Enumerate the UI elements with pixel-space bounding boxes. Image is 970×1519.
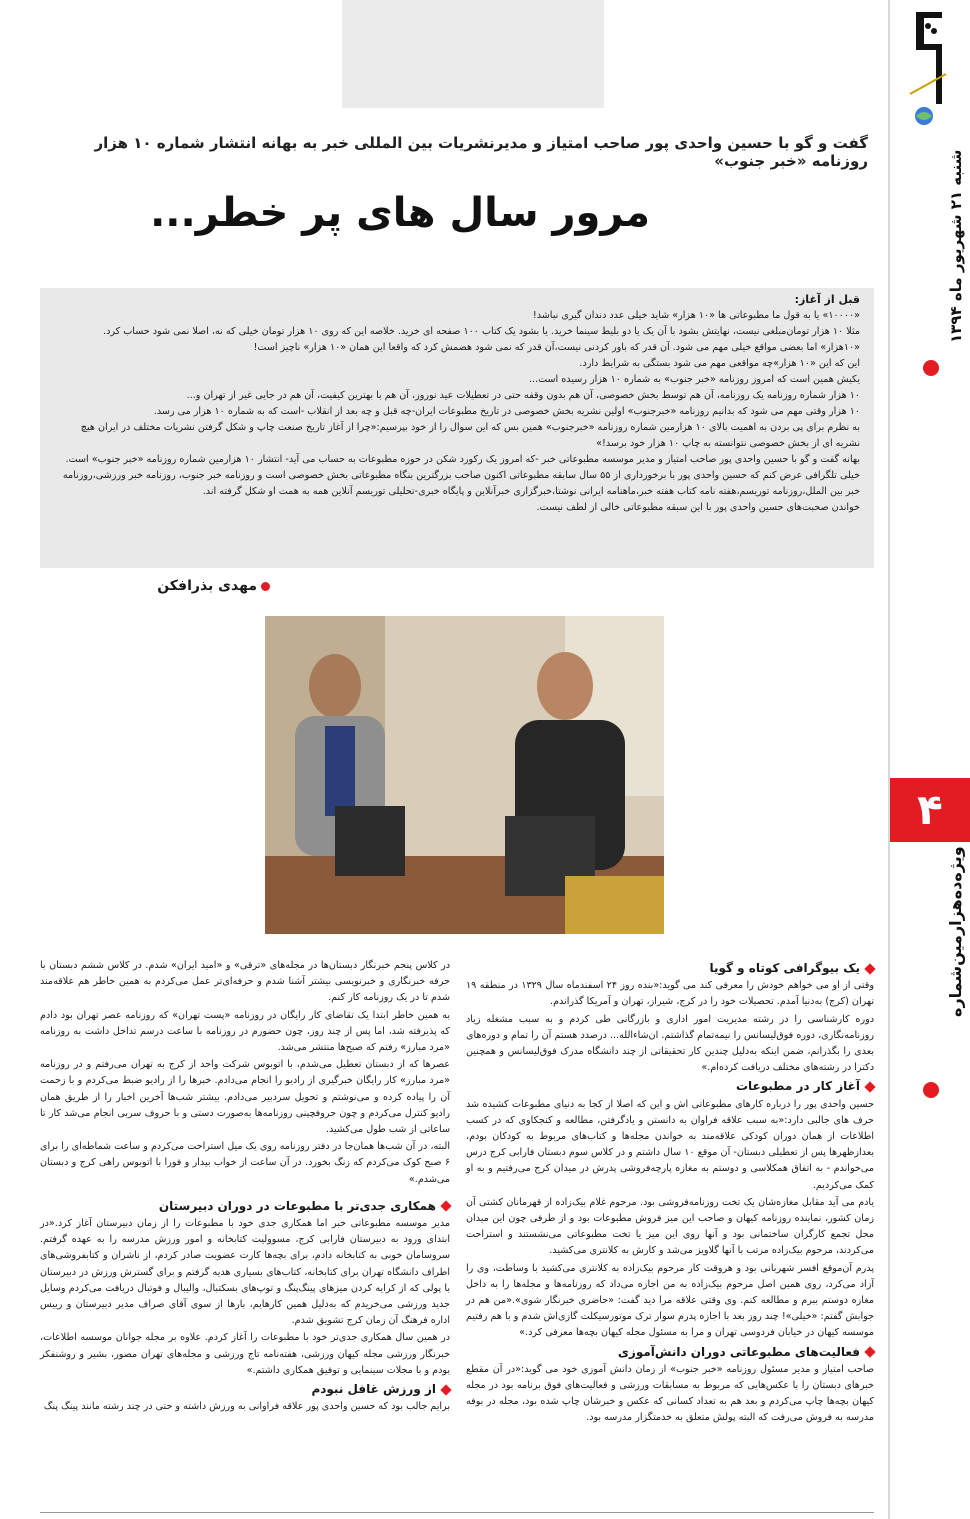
intro-line: ۱۰ هزار شماره روزنامه یک روزنامه، آن هم توسط بخش خصوصی، آن هم بدون وقفه حتی در تعطیلات عید نوروز، آن هم با بهترین کیفیت، آن هم در جایی غیر از تهران و... xyxy=(186,390,860,401)
author-name: مهدی بذرافکن xyxy=(157,578,257,594)
paragraph: به همین خاطر ابتدا یک تقاضای کار رایگان در روزنامه «پست تهران» که روزنامه عصر تهران بود دادم که پذیرفته شد، اما پس از چند روز، چون حضورم در روزنامه با ساعت درسم تداخل داشت به روزنامه «مرد مبارز» رفتم که صبح‌ها منتشر می‌شد. xyxy=(40,1009,450,1054)
intro-box xyxy=(40,288,874,568)
paragraph: البته، در آن شب‌ها همان‌جا در دفتر روزنامه روی یک میل استراحت می‌کردم و ساعت شماطه‌ای را برای ۶ صبح کوک می‌کردم که زنگ بخورد. در آن ساعت از خواب بیدار و فورا با اتوبوس راهی کرج و دبستان می‌شدم.» xyxy=(40,1141,450,1185)
intro-line: به نظرم برای پی بردن به اهمیت بالای ۱۰ هزارمین شماره روزنامه «خبرجنوب» همین بس که این سوال را از خود بپرسیم:«چرا از آغاز تاریخ صنعت چاپ و شکل گرفتن نشریات مختلف در ایران هیچ نشریه ای از بخش خصوصی نتوانسته به چاپ ۱۰ هزار خود برسد!» xyxy=(80,422,860,449)
paragraph: مدیر موسسه مطبوعاتی خبر اما همکاری جدی خود با مطبوعات را از زمان دبیرستان آغاز کرد.«در ابتدای ورود به دبیرستان فارابی کرج، مسوولیت کتابخانه و امور ورزش مدرسه را به عهده گرفتم. سروسامان خوبی به کتابخانه دادم، برای بچه‌ها کارت عضویت صادر کردم، از ناشران و کتابفروشی‌های اطراف دانشگاه تهران برای کتابخانه، کتاب‌های بسیاری هدیه گرفتم و برای گسترش ورزش در دبیرستان با پولی که از کرایه کردن میزهای پینگ‌پنگ و توپ‌های بسکتبال، والیبال و فوتبال دریافت می‌کردم وسایل جدید ورزشی می‌خریدم که به‌دلیل همین کارهایم، بارها از سوی آقای صراف مدیر دبیرستان و رییس اداره فرهنگ آن زمان کرج تشویق شدم. xyxy=(40,1218,450,1327)
intro-line: بهانه گفت و گو با حسین واحدی پور صاحب امتیاز و مدیر موسسه مطبوعاتی خبر -که امروز یک رکورد شکن در حوزه مطبوعات به حساب می آید- انتشار ۱۰ هزارمین شماره روزنامه «خبر جنوب» است. xyxy=(65,454,860,465)
section-heading-text: فعالیت‌های مطبوعاتی دوران دانش‌آموزی xyxy=(617,1344,860,1359)
section-heading-text: یک بیوگرافی کوتاه و گویا xyxy=(709,961,860,975)
paragraph: برایم جالب بود که حسین واحدی پور علاقه فراوانی به ورزش داشته و حتی در چند رشته مانند پینگ پنگ xyxy=(43,1401,450,1413)
intro-line: «۱۰۰۰۰» یا به قول ما مطبوعاتی ها «۱۰ هزار» شاید خیلی عدد دندان گیری نباشد! xyxy=(532,310,860,321)
issue-date-block xyxy=(905,150,965,370)
author-byline xyxy=(60,578,270,594)
intro-content xyxy=(56,292,860,516)
special-dot xyxy=(923,1082,939,1098)
byline-dot xyxy=(261,582,270,591)
heading-bullet-icon xyxy=(440,1384,451,1395)
paragraph: صاحب امتیاز و مدیر مسئول روزنامه «خبر جنوب» از زمان دانش آموزی خود می گوید:«در آن مقطع خبرهای دبستان را با عکس‌هایی که مربوط به مسابقات ورزشی و فعالیت‌های فوق برنامه بود در مجله کیهان بچه‌ها چاپ می‌کردم و بعد هم به تعداد کسانی که عکس و خبرشان چاپ شده بود، مجله در بوفه مدرسه به فروش می‌رفت که البته پولش متعلق به خدمتگزار مدرسه بود. xyxy=(466,1363,874,1424)
page-number: ۴ xyxy=(917,785,943,834)
issue-date: شنبه ۲۱ شهریور ماه ۱۳۹۴ xyxy=(947,150,965,344)
bottom-rule xyxy=(40,1512,874,1513)
article-supertitle: گفت و گو با حسین واحدی پور صاحب امتیاز و مدیرنشریات بین المللی خبر به بهانه انتشار شماره ۱۰ هزار روزنامه «خبر جنوب» xyxy=(94,134,868,170)
intro-line: مثلا ۱۰ هزار تومان‌مبلغی نیست، نهایتش بشود با آن یک یا دو بلیط سینما خرید. یا بشود یک کتاب ۱۰۰ صفحه ای خرید. خلاصه این که روی ۱۰ هزار تومان خیلی که نه، اصلا نمی شود حساب کرد. xyxy=(103,326,860,337)
section-heading xyxy=(466,960,874,976)
intro-line: این که این «۱۰ هزار»چه مواقعی مهم می شود بستگی به شرایط دارد. xyxy=(579,358,860,369)
section-heading-text: همکاری جدی‌تر با مطبوعات در دوران دبیرستان xyxy=(158,1198,436,1213)
ad-placeholder xyxy=(342,0,604,108)
masthead-divider xyxy=(888,0,890,1519)
paragraph: دوره کارشناسی را در رشته مدیریت امور اداری و بازرگانی طی کردم و به سبب مشغله زیاد روزنامه‌نگاری، دوره فوق‌لیسانس را نیمه‌تمام گذاشتم. ان‌شاءالله... درصدد هستم آن را تمام و دوره‌های بعدی را بگذرانم، ضمن اینکه به‌دلیل چندین کار تحقیقاتی از چند دانشگاه مدرک فوق‌لیسانس و همچنین دکترا در رشته‌های مختلف دریافت کرده‌ام.» xyxy=(466,1013,874,1074)
special-issue-label: ویژه‌ده‌هزارمین‌شماره xyxy=(946,846,965,1017)
page-number-box xyxy=(890,778,970,842)
section-heading xyxy=(40,1381,450,1397)
paragraph: یادم می آید مقابل مغازه‌شان یک تخت روزنامه‌فروشی بود. مرحوم غلام بیک‌زاده از قهرمانان کشتی آن زمان کشور، نماینده روزنامه کیهان و صاحب این میز فروش مطبوعات بود و از طرفی چون این میدان محل تجمع کارگران ساختمانی بود و آنها روی این میز یا تخت مطبوعاتی می‌نشستند و استراحت می‌کردند، مرحوم بیک‌زاده مرتب با آنها گلاویز می‌شد و کارش به کلانتری می‌کشید. xyxy=(466,1196,874,1257)
section-heading-text: آغاز کار در مطبوعات xyxy=(735,1079,860,1094)
article-column-left xyxy=(40,958,450,1416)
intro-line: خواندن صحبت‌های حسین واحدی پور با این سبقه مطبوعاتی خالی از لطف نیست. xyxy=(536,502,860,513)
paragraph: وقتی از او می خواهم خودش را معرفی کند می گوید:«بنده روز ۲۴ اسفندماه سال ۱۳۲۹ در منطقه ۱۹ تهران (کرج) به‌دنیا آمدم. تحصیلات خود را در کرج، شیراز، تهران و آمریکا گذراندم. xyxy=(466,980,874,1008)
article-column-right xyxy=(466,958,874,1428)
heading-bullet-icon xyxy=(440,1201,451,1212)
section-heading xyxy=(466,1078,874,1094)
article-title: مرور سال های پر خطر... xyxy=(150,190,650,236)
interview-photo xyxy=(265,616,664,934)
intro-line: خیلی تلگرافی عرض کنم که حسین واحدی پور با برخورداری از ۵۵ سال سابقه مطبوعاتی اکنون صاحب بزرگترین بنگاه مطبوعاتی بخش خصوصی است و روزنامه خبر جنوب، روزنامه خبر ورزشی،روزنامه خبر بین الملل،روزنامه توریسم،هفته نامه کتاب هفته خبر،ماهنامه ایرانی نوشتا،خبرگزاری خبرآنلاین و پایگاه خبری-تحلیلی توریسم آنلاین همه به همت او شکل گرفته اند. xyxy=(62,470,860,497)
heading-bullet-icon xyxy=(864,963,875,974)
heading-bullet-icon xyxy=(864,1081,875,1092)
paragraph: عصرها که از دبستان تعطیل می‌شدم، با اتوبوس شرکت واحد از کرج به تهران می‌رفتم و در روزنامه «مرد مبارز» کار رایگان خبرگیری از رادیو را انجام می‌دادم. خبرها را از رادیو ضبط می‌کردم و با زحمت آن را پیاده کرده و می‌نوشتم و تحویل سردبیر می‌دادم. بیشتر شب‌ها آخرین اخبار را از طریق همان رادیو کنترل می‌کردم و چون حروفچینی روزنامه‌ها به‌صورت دستی و با حروف سربی انجام می‌شد کار تا ساعاتی از شب طول می‌کشید. xyxy=(40,1059,450,1136)
heading-bullet-icon xyxy=(864,1347,875,1358)
newspaper-logo xyxy=(896,4,962,136)
intro-line: ۱۰ هزار وقتی مهم می شود که بدانیم روزنامه «خبرجنوب» اولین نشریه بخش خصوصی در تاریخ مطبوعات ایران-چه قبل و چه بعد از انقلاب -است که به شماره ۱۰ هزار می رسد. xyxy=(153,406,860,417)
section-heading xyxy=(40,1198,450,1214)
paragraph: در همین سال همکاری جدی‌تر خود با مطبوعات را آغاز کردم. علاوه بر مجله جوانان موسسه اطلاعات، خبرنگار ورزشی مجله کیهان ورزشی، هفته‌نامه تاج ورزشی و مجله‌های تهران مصور، بشیر و روشنفکر بودم و با مجلات سینمایی و توفیق همکاری داشتم.» xyxy=(40,1332,450,1376)
date-dot xyxy=(923,360,939,376)
photo-illustration xyxy=(265,616,664,934)
logo-mark xyxy=(896,4,962,136)
paragraph: حسین واحدی پور را درباره کارهای مطبوعاتی اش و این که اصلا از کجا به دنیای مطبوعات کشیده شد حرف های جالبی دارد:«به سبب علاقه فراوان به دانستن و یادگرفتن، مطالعه و کنجکاوی که در کسب اطلاعات از همان دوران کودکی علاقه‌مند به خواندن مجله‌ها و کتاب‌های مربوط به کودکان بودم، بعدازظهرها پس از تعطیلی دبستان- آن موقع ۱۰ سال داشتم و در کلاس سوم دبستان فارابی کرج درس می‌خواندم - به اتفاق همکلاسی و دوستم به مغازه پارچه‌فروشی پدرش در میدان کرج می‌رفتیم و به او کمک می‌کردیم. xyxy=(466,1098,875,1191)
section-heading-text: از ورزش غافل نبودم xyxy=(311,1382,436,1397)
special-issue-block xyxy=(905,846,965,1116)
intro-heading: قبل از آغاز: xyxy=(794,293,860,306)
section-heading xyxy=(466,1344,874,1360)
intro-line: یکیش همین است که امروز روزنامه «خبر جنوب» به شماره ۱۰ هزار رسیده است... xyxy=(528,374,860,385)
intro-line: «۱۰هزار» اما بعضی مواقع خیلی مهم می شود. آن قدر که باور کردنی نیست،آن قدر که نمی شود هضمش کرد که واقعا این همان «۱۰ هزار» ناچیز است! xyxy=(253,342,860,353)
paragraph: پدرم آن‌موقع افسر شهربانی بود و هروقت کار مرحوم بیک‌زاده به کلانتری می‌کشید با وساطت، وی را آزاد می‌کرد، روی همین اصل مرحوم بیک‌زاده به من اجازه می‌داد که روزنامه‌ها و مجله‌ها را به داخل مغازه دوستم ببرم و مطالعه کنم. وی وقتی علاقه مرا دید گفت: «حاضری خبرنگار شوی».«من هم در جوابش گفتم: «خیلی»! چند روز بعد با اجازه پدرم سوار ترک موتورسیکلت گازی‌اش شدم و با هم رفتیم موسسه کیهان در خیابان فردوسی تهران و مرا به مسئول مجله کیهان بچه‌ها معرفی کرد.» xyxy=(466,1262,874,1339)
paragraph: در کلاس پنجم خبرنگار دبستان‌ها در مجله‌های «ترقی» و «امید ایران» شدم. در کلاس ششم دبستان با حرفه خبرنگاری و خبرنویسی بیشتر آشنا شدم و حرفه‌ای‌تر عمل می‌کردم به همین خاطر هم علاقه‌مند شدم تا در یک روزنامه کار کنم. xyxy=(40,960,450,1004)
